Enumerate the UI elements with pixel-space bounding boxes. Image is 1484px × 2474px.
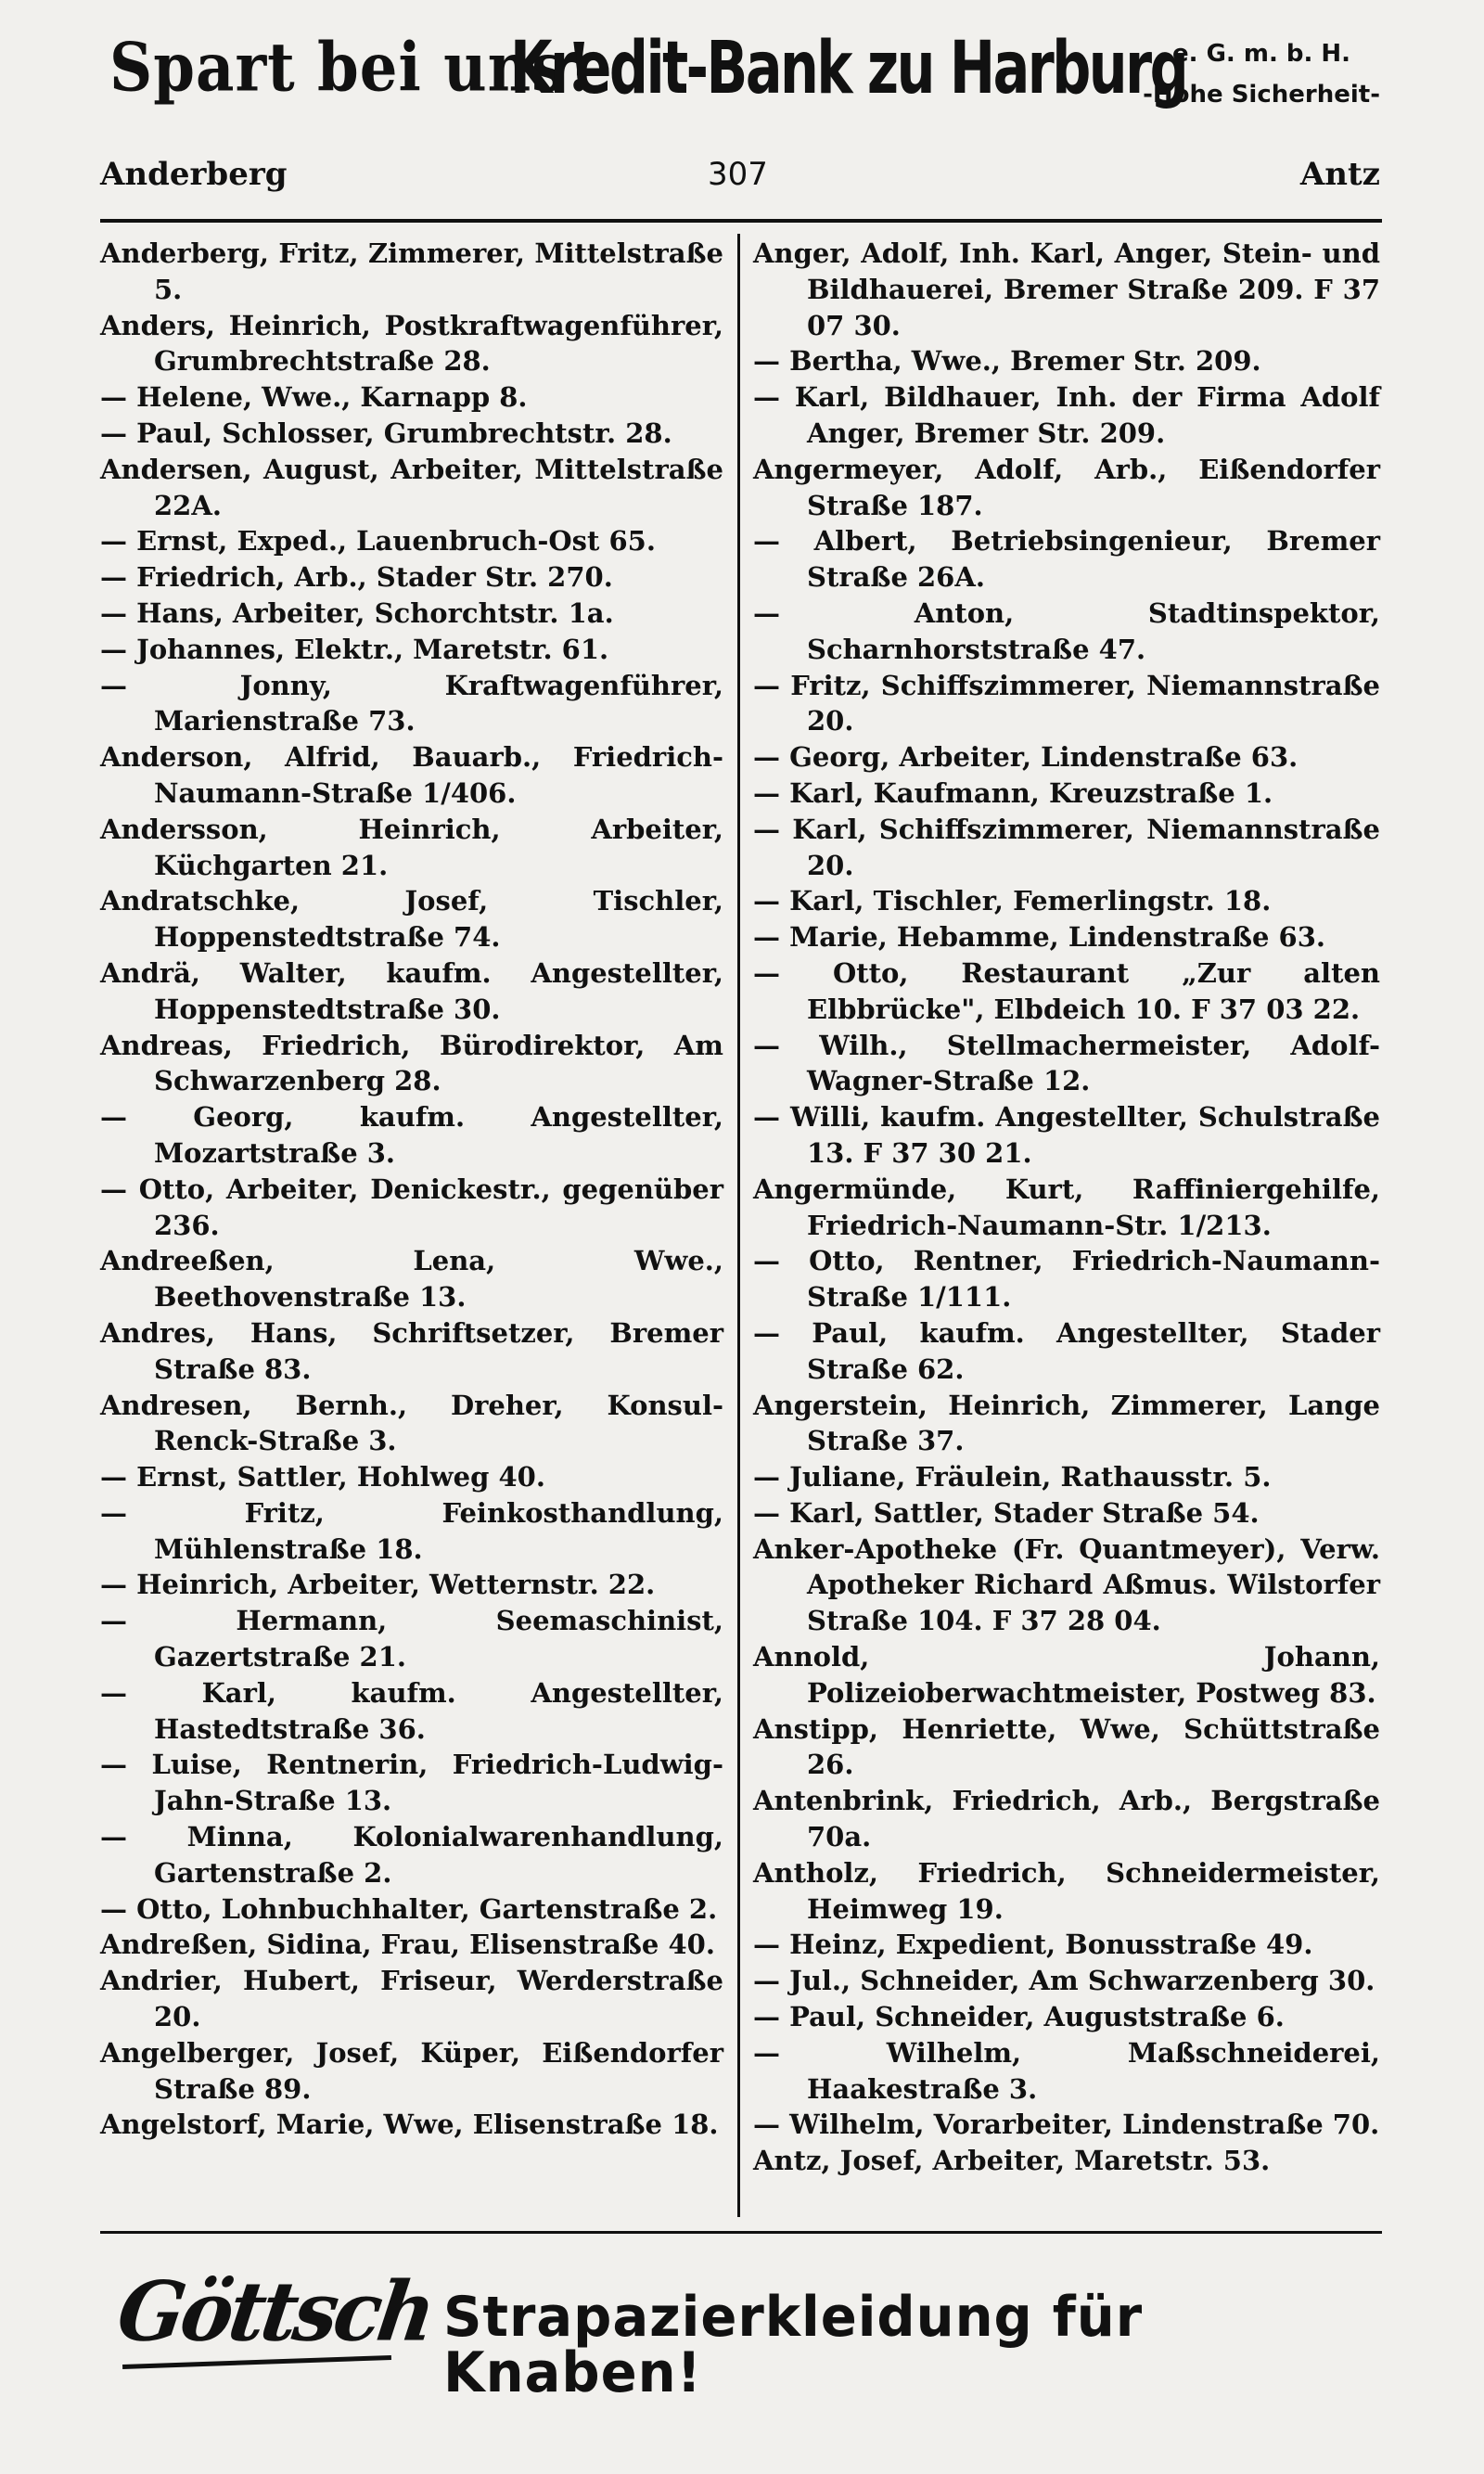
directory-entry: — Friedrich, Arb., Stader Str. 270.	[100, 561, 613, 594]
directory-entry: Anderson, Alfrid, Bauarb., Friedrich-Naumann-Straße 1/406.	[100, 741, 723, 809]
ad-tagline: -Hohe Sicherheit-	[1143, 81, 1380, 109]
running-head-last-entry: Antz	[1299, 156, 1380, 193]
directory-entry: Andres, Hans, Schriftsetzer, Bremer Straße 83.	[100, 1316, 723, 1385]
directory-entry: Angelberger, Josef, Küper, Eißendorfer Straße 89.	[100, 2036, 723, 2105]
directory-entry: Anders, Heinrich, Postkraftwagenführer, Grumbrechtstraße 28.	[100, 309, 723, 378]
directory-entry: — Helene, Wwe., Karnapp 8.	[100, 381, 528, 414]
directory-entry: Andrä, Walter, kaufm. Angestellter, Hoppenstedtstraße 30.	[100, 956, 723, 1025]
directory-entry: Antz, Josef, Arbeiter, Maretstr. 53.	[753, 2145, 1271, 2177]
directory-entry: Andrier, Hubert, Friseur, Werderstraße 20.	[100, 1965, 723, 2033]
bottom-advertisement	[109, 2262, 1380, 2405]
left-column	[100, 236, 723, 2143]
directory-entry: Anger, Adolf, Inh. Karl, Anger, Stein- und Bildhauerei, Bremer Straße 209. F 37 07 30.	[753, 237, 1380, 341]
directory-entry: — Fritz, Feinkosthandlung, Mühlenstraße 18.	[100, 1496, 723, 1565]
directory-entry: — Hans, Arbeiter, Schorchtstr. 1a.	[100, 596, 614, 629]
directory-entry: — Marie, Hebamme, Lindenstraße 63.	[753, 921, 1325, 954]
directory-entry: — Otto, Rentner, Friedrich-Naumann-Straße 1/111.	[753, 1245, 1380, 1314]
directory-entry: Angerstein, Heinrich, Zimmerer, Lange Straße 37.	[753, 1389, 1380, 1457]
directory-entry: Andersen, August, Arbeiter, Mittelstraße 22A.	[100, 453, 723, 521]
directory-entry: — Ernst, Sattler, Hohlweg 40.	[100, 1461, 545, 1493]
directory-entry: Andreas, Friedrich, Bürodirektor, Am Schwarzenberg 28.	[100, 1029, 723, 1097]
directory-entry: Annold, Johann, Polizeioberwachtmeister, Postweg 83.	[753, 1641, 1380, 1709]
directory-entry: Andreeßen, Lena, Wwe., Beethovenstraße 13.	[100, 1245, 723, 1314]
ad-slogan: Spart bei uns!	[109, 29, 594, 108]
directory-entry: — Johannes, Elektr., Maretstr. 61.	[100, 633, 609, 665]
directory-entry: Anker-Apotheke (Fr. Quantmeyer), Verw. Apotheker Richard Aßmus. Wilstorfer Straße 104. F 37 28 04.	[753, 1532, 1380, 1637]
ad-legal-form: e. G. m. b. H.	[1172, 40, 1351, 68]
directory-entry: — Georg, Arbeiter, Lindenstraße 63.	[753, 741, 1298, 774]
directory-entry: — Luise, Rentnerin, Friedrich-Ludwig-Jahn-Straße 13.	[100, 1749, 723, 1817]
directory-entry: — Albert, Betriebsingenieur, Bremer Straße 26A.	[753, 525, 1380, 594]
directory-entry: — Paul, Schneider, Auguststraße 6.	[753, 2001, 1285, 2033]
directory-entry: — Paul, kaufm. Angestellter, Stader Straße 62.	[753, 1316, 1380, 1385]
directory-entry: — Karl, kaufm. Angestellter, Hastedtstraße 36.	[100, 1676, 723, 1745]
directory-entry: — Wilh., Stellmachermeister, Adolf-Wagner-Straße 12.	[753, 1029, 1380, 1097]
directory-entry: — Jul., Schneider, Am Schwarzenberg 30.	[753, 1965, 1375, 1997]
directory-entry: Anderberg, Fritz, Zimmerer, Mittelstraße 5.	[100, 237, 723, 305]
directory-entry: Andratschke, Josef, Tischler, Hoppenstedtstraße 74.	[100, 885, 723, 954]
directory-entry: — Jonny, Kraftwagenführer, Marienstraße 73.	[100, 669, 723, 737]
ad-bank-name: Kredit-Bank zu Harburg	[510, 25, 1187, 111]
page-number: 307	[708, 156, 768, 193]
directory-entry: — Juliane, Fräulein, Rathausstr. 5.	[753, 1461, 1272, 1493]
directory-entry: — Fritz, Schiffszimmerer, Niemannstraße 20.	[753, 669, 1380, 737]
directory-entry: — Anton, Stadtinspektor, Scharnhorststraße 47.	[753, 596, 1380, 665]
directory-entry: Andreßen, Sidina, Frau, Elisenstraße 40.	[100, 1929, 715, 1961]
directory-entry: Antholz, Friedrich, Schneidermeister, Heimweg 19.	[753, 1856, 1380, 1925]
directory-entry: Andersson, Heinrich, Arbeiter, Küchgarten 21.	[100, 813, 723, 881]
directory-entry: Anstipp, Henriette, Wwe, Schüttstraße 26.	[753, 1712, 1380, 1781]
header-rule	[100, 219, 1382, 223]
directory-entry: — Karl, Kaufmann, Kreuzstraße 1.	[753, 776, 1273, 809]
right-column	[753, 236, 1380, 2179]
directory-entry: — Karl, Schiffszimmerer, Niemannstraße 20.	[753, 813, 1380, 881]
directory-entry: Andresen, Bernh., Dreher, Konsul-Renck-Straße 3.	[100, 1389, 723, 1457]
footer-rule	[100, 2231, 1382, 2234]
directory-entry: — Otto, Lohnbuchhalter, Gartenstraße 2.	[100, 1892, 718, 1925]
directory-entry: — Hermann, Seemaschinist, Gazertstraße 21.	[100, 1605, 723, 1673]
directory-entry: — Heinrich, Arbeiter, Wetternstr. 22.	[100, 1569, 656, 1601]
directory-entry: — Karl, Bildhauer, Inh. der Firma Adolf Anger, Bremer Str. 209.	[753, 381, 1380, 449]
directory-entry: — Otto, Restaurant „Zur alten Elbbrücke", Elbdeich 10. F 37 03 22.	[753, 956, 1380, 1025]
directory-entry: — Ernst, Exped., Lauenbruch-Ost 65.	[100, 525, 656, 558]
directory-entry: — Bertha, Wwe., Bremer Str. 209.	[753, 345, 1261, 378]
directory-entry: — Georg, kaufm. Angestellter, Mozartstraße 3.	[100, 1101, 723, 1169]
directory-entry: — Wilhelm, Vorarbeiter, Lindenstraße 70.	[753, 2109, 1380, 2141]
directory-entry: Angermünde, Kurt, Raffiniergehilfe, Friedrich-Naumann-Str. 1/213.	[753, 1173, 1380, 1241]
directory-entry: — Karl, Sattler, Stader Straße 54.	[753, 1496, 1260, 1529]
directory-entry: — Minna, Kolonialwarenhandlung, Gartenstraße 2.	[100, 1821, 723, 1889]
directory-entry: — Otto, Arbeiter, Denickestr., gegenüber 236.	[100, 1173, 723, 1241]
directory-entry: — Willi, kaufm. Angestellter, Schulstraße 13. F 37 30 21.	[753, 1101, 1380, 1169]
top-advertisement	[109, 25, 1380, 130]
directory-entry: — Karl, Tischler, Femerlingstr. 18.	[753, 885, 1272, 917]
running-head-first-entry: Anderberg	[100, 156, 288, 193]
ad-legal-block	[1143, 33, 1380, 115]
directory-entry: Angermeyer, Adolf, Arb., Eißendorfer Straße 187.	[753, 453, 1380, 521]
directory-entry: — Paul, Schlosser, Grumbrechtstr. 28.	[100, 417, 672, 449]
directory-entry: Angelstorf, Marie, Wwe, Elisenstraße 18.	[100, 2109, 719, 2141]
column-divider	[737, 234, 740, 2217]
bottom-ad-slogan: Strapazierkleidung für Knaben!	[443, 2285, 1144, 2405]
goettsch-logo	[109, 2262, 439, 2379]
logo-text: Göttsch	[111, 2262, 439, 2360]
directory-entry: Antenbrink, Friedrich, Arb., Bergstraße 70a.	[753, 1785, 1380, 1853]
directory-entry: — Heinz, Expedient, Bonusstraße 49.	[753, 1929, 1313, 1961]
directory-entry: — Wilhelm, Maßschneiderei, Haakestraße 3.	[753, 2036, 1380, 2105]
running-head	[100, 156, 1380, 202]
